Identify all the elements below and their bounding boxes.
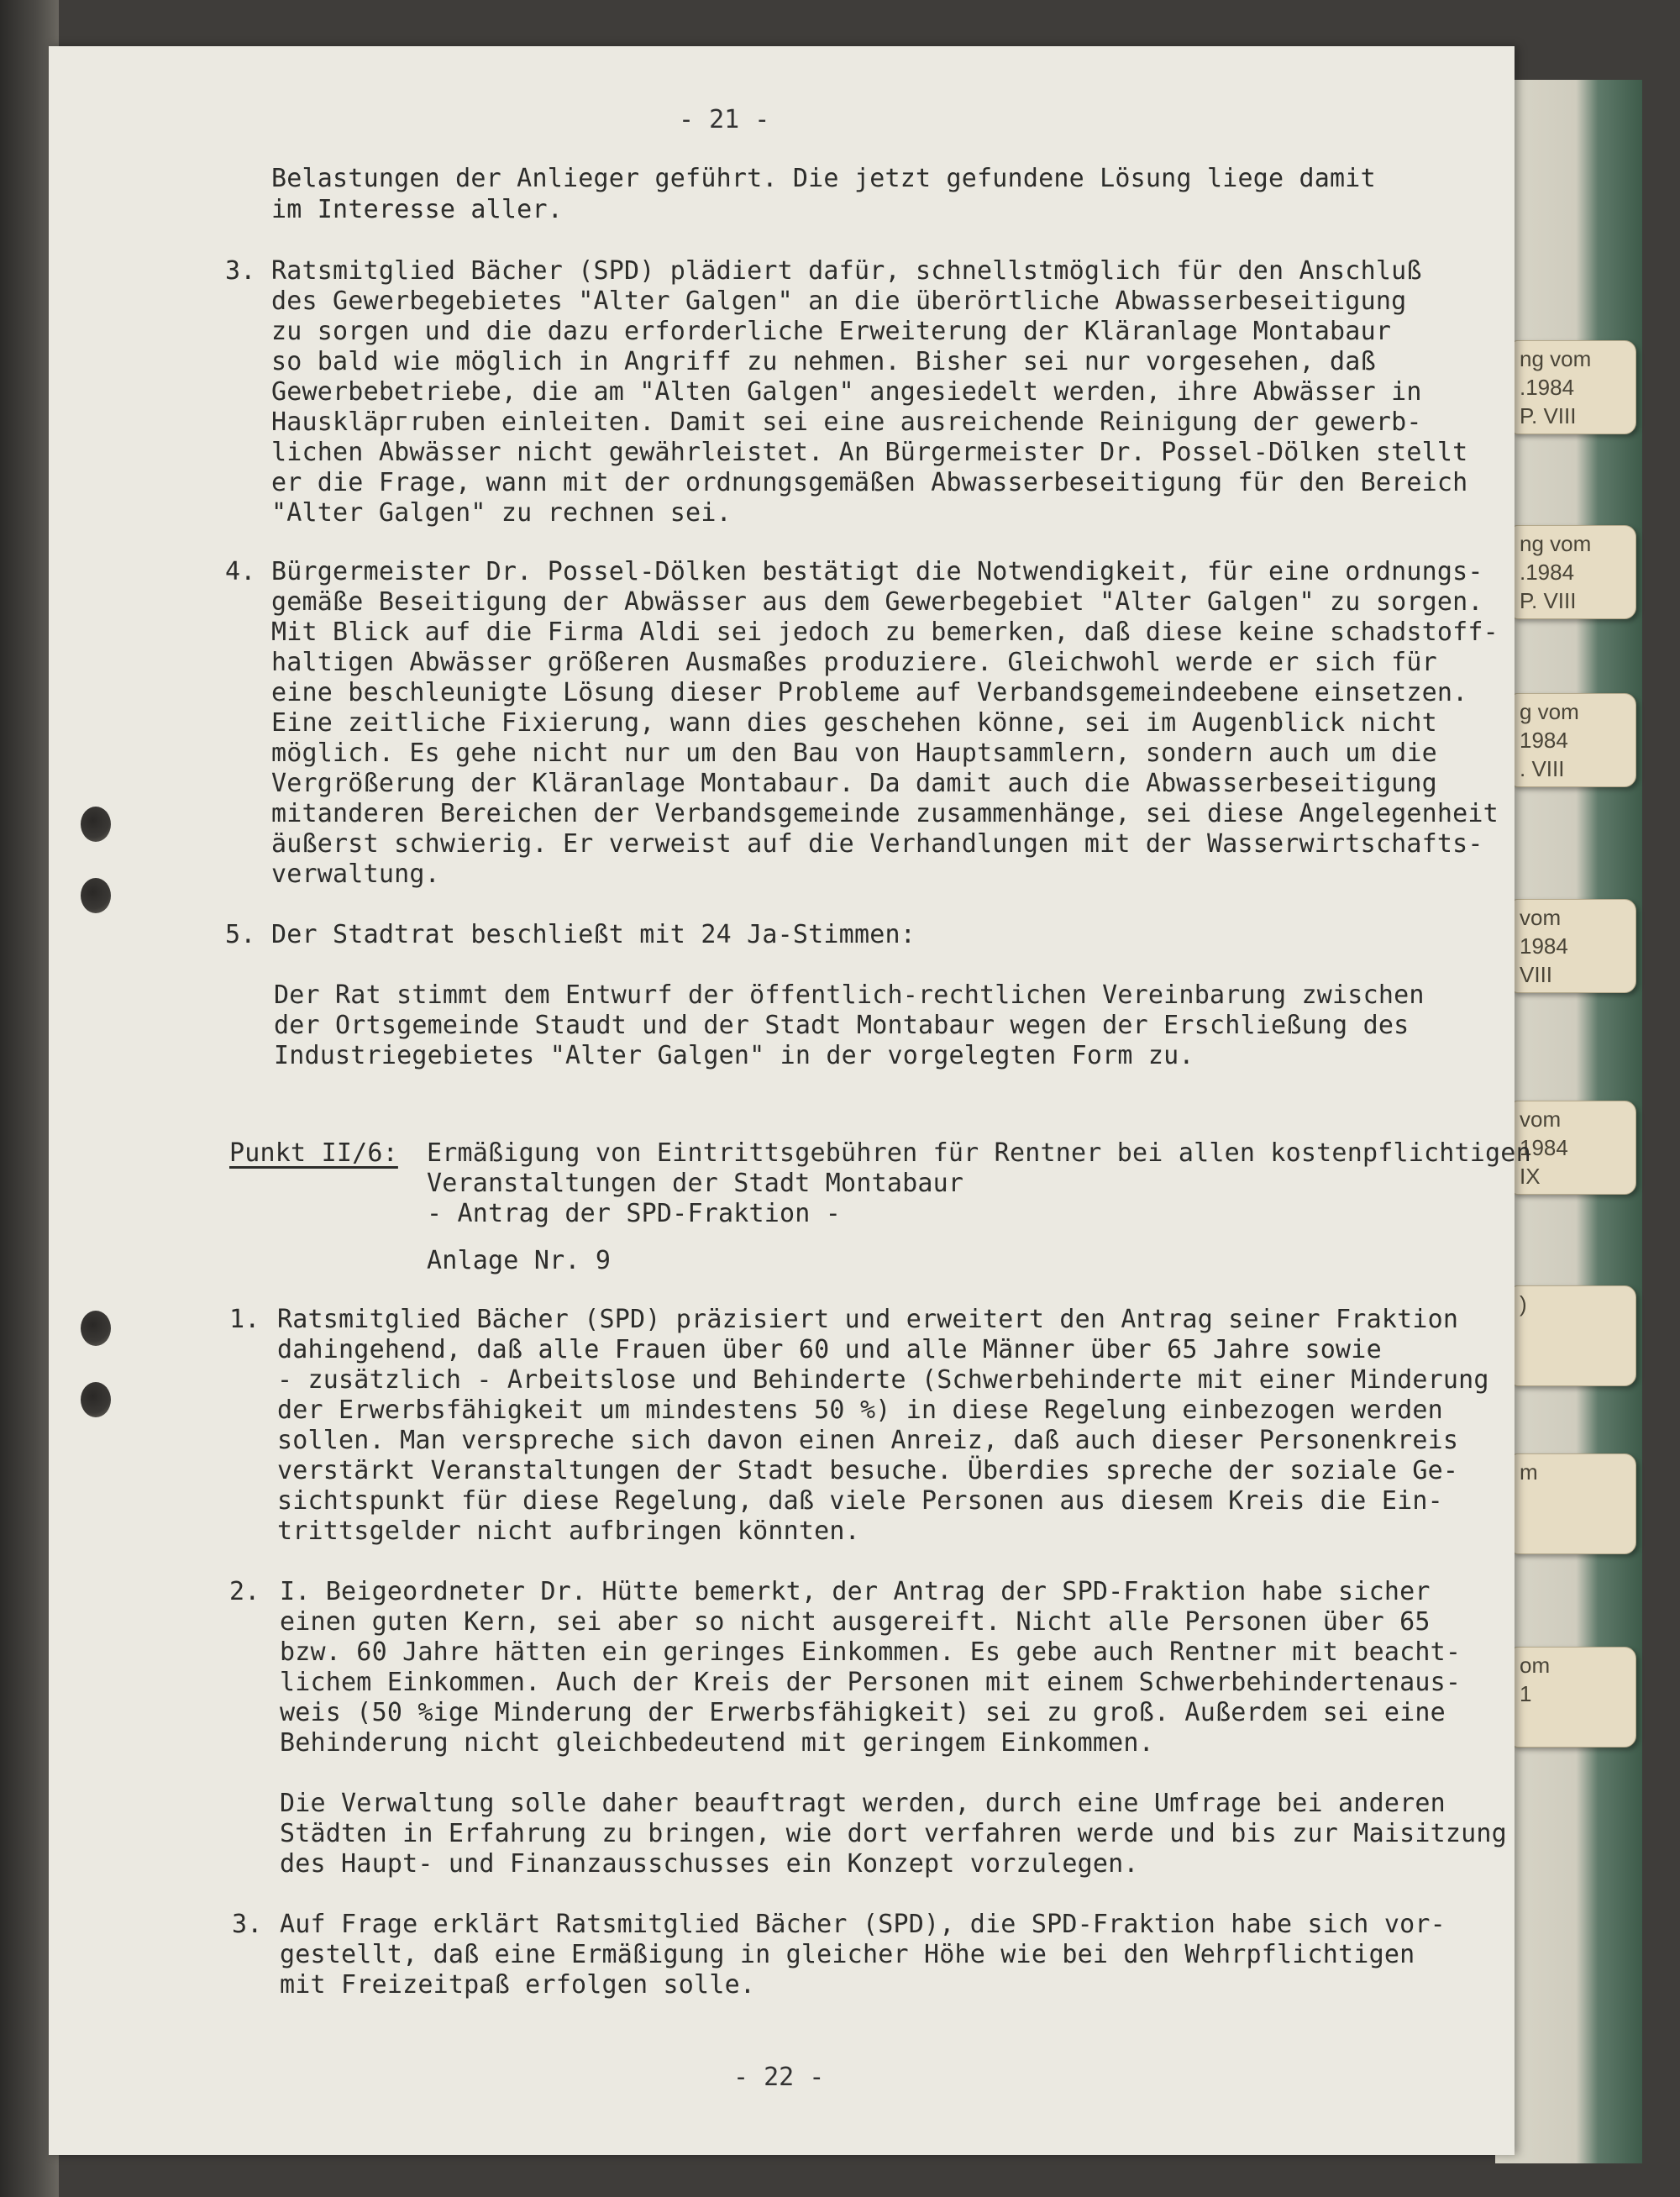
text-line: Ratsmitglied Bächer (SPD) plädiert dafür, schnellstmöglich für den Anschluß	[271, 256, 1422, 286]
text-line: verstärkt Veranstaltungen der Stadt besuche. Überdies spreche der soziale Ge-	[277, 1456, 1459, 1485]
text-line: Gewerbebetriebe, die am "Alten Galgen" angesiedelt werden, ihre Abwässer in	[271, 377, 1422, 407]
text-line: mitanderen Bereichen der Verbandsgemeinde zusammenhänge, sei diese Angelegenheit	[271, 799, 1499, 828]
text-line: weis (50 %ige Minderung der Erwerbsfähigkeit) sei zu groß. Außerdem sei eine	[280, 1698, 1446, 1727]
text-line: "Alter Galgen" zu rechnen sei.	[271, 498, 732, 528]
text-line: Hauskläргruben einleiten. Damit sei eine ausreichende Reinigung der gewerb-	[271, 407, 1422, 437]
text-line: im Interesse aller.	[271, 195, 563, 224]
text-line: sollen. Man verspreche sich davon einen Anreiz, daß auch dieser Personenkreis	[277, 1426, 1459, 1455]
text-line: Die Verwaltung solle daher beauftragt werden, durch eine Umfrage bei anderen	[280, 1789, 1446, 1818]
text-line: Auf Frage erklärt Ratsmitglied Bächer (SPD), die SPD-Fraktion habe sich vor-	[280, 1910, 1446, 1939]
agenda-item-label: Punkt II/6:	[229, 1138, 398, 1168]
text-line: Mit Blick auf die Firma Aldi sei jedoch zu bemerken, daß diese keine schadstoff-	[271, 618, 1499, 647]
text-line: Behinderung nicht gleichbedeutend mit geringem Einkommen.	[280, 1728, 1154, 1758]
text-line: sichtspunkt für diese Regelung, daß viele Personen aus diesem Kreis die Ein-	[277, 1486, 1443, 1516]
index-tab: )	[1512, 1285, 1636, 1386]
page-number-bottom: - 22 -	[733, 2063, 825, 2092]
item-number: 3.	[232, 1910, 263, 1939]
punch-hole	[81, 1311, 111, 1346]
text-line: mit Freizeitpaß erfolgen solle.	[280, 1970, 756, 2000]
text-line: lichem Einkommen. Auch der Kreis der Personen mit einem Schwerbehindertenaus-	[280, 1668, 1462, 1697]
text-line: äußerst schwierig. Er verweist auf die Verhandlungen mit der Wasserwirtschafts-	[271, 829, 1483, 859]
index-tab: ng vom .1984 P. VIII	[1512, 525, 1636, 619]
index-tab: om 1	[1512, 1647, 1636, 1748]
text-line: Eine zeitliche Fixierung, wann dies geschehen könne, sei im Augenblick nicht	[271, 708, 1437, 738]
text-line: dahingehend, daß alle Frauen über 60 und alle Männer über 65 Jahre sowie	[277, 1335, 1382, 1364]
resolution-line: Industriegebietes "Alter Galgen" in der vorgelegten Form zu.	[274, 1041, 1194, 1070]
text-line: zu sorgen und die dazu erforderliche Erweiterung der Kläranlage Montabaur	[271, 317, 1392, 346]
text-line: bzw. 60 Jahre hätten ein geringes Einkommen. Es gebe auch Rentner mit beacht-	[280, 1637, 1462, 1667]
text-line: I. Beigeordneter Dr. Hütte bemerkt, der Antrag der SPD-Fraktion habe sicher	[280, 1577, 1431, 1606]
item-number: 5.	[225, 920, 256, 949]
text-line: Belastungen der Anlieger geführt. Die jetzt gefundene Lösung liege damit	[271, 164, 1376, 193]
text-line: einen guten Kern, sei aber so nicht ausgereift. Nicht alle Personen über 65	[280, 1607, 1431, 1637]
agenda-item-title: Ermäßigung von Eintrittsgebühren für Rentner bei allen kostenpflichtigen	[427, 1138, 1531, 1168]
document-page	[49, 46, 1531, 2155]
agenda-item-title: Veranstaltungen der Stadt Montabaur	[427, 1169, 964, 1198]
text-line: gemäße Beseitigung der Abwässer aus dem Gewerbegebiet "Alter Galgen" zu sorgen.	[271, 587, 1483, 617]
index-tab: vom 1984 IX	[1512, 1101, 1636, 1195]
text-line: so bald wie möglich in Angriff zu nehmen. Bisher sei nur vorgesehen, daß	[271, 347, 1376, 376]
attachment-reference: Anlage Nr. 9	[427, 1246, 612, 1275]
text-line: verwaltung.	[271, 859, 440, 889]
agenda-item-title: - Antrag der SPD-Fraktion -	[427, 1199, 842, 1228]
index-tab: m	[1512, 1453, 1636, 1554]
text-line: Der Stadtrat beschließt mit 24 Ja-Stimmen:	[271, 920, 916, 949]
text-line: - zusätzlich - Arbeitslose und Behinderte (Schwerbehinderte mit einer Minderung	[277, 1365, 1489, 1395]
punch-hole	[81, 1382, 111, 1417]
text-line: des Gewerbegebietes "Alter Galgen" an die überörtliche Abwasserbeseitigung	[271, 286, 1407, 316]
text-line: haltigen Abwässer größeren Ausmaßes produziere. Gleichwohl werde er sich für	[271, 648, 1437, 677]
text-line: trittsgelder nicht aufbringen könnten.	[277, 1516, 860, 1546]
page-number-top: - 21 -	[679, 105, 770, 134]
text-line: lichen Abwässer nicht gewährleistet. An Bürgermeister Dr. Possel-Dölken stellt	[271, 438, 1468, 467]
text-line: der Erwerbsfähigkeit um mindestens 50 %) in diese Regelung einbezogen werden	[277, 1395, 1443, 1425]
text-line: er die Frage, wann mit der ordnungsgemäßen Abwasserbeseitigung für den Bereich	[271, 468, 1468, 497]
text-line: eine beschleunigte Lösung dieser Probleme auf Verbandsgemeindeebene einsetzen.	[271, 678, 1468, 707]
index-tab: vom 1984 VIII	[1512, 899, 1636, 993]
text-line: Vergrößerung der Kläranlage Montabaur. Da damit auch die Abwasserbeseitigung	[271, 769, 1437, 798]
index-tab: g vom 1984 . VIII	[1512, 693, 1636, 787]
item-number: 1.	[229, 1305, 260, 1334]
text-line: gestellt, daß eine Ermäßigung in gleicher Höhe wie bei den Wehrpflichtigen	[280, 1940, 1415, 1969]
item-number: 4.	[225, 557, 256, 586]
text-line: des Haupt- und Finanzausschusses ein Konzept vorzulegen.	[280, 1849, 1139, 1879]
text-line: Bürgermeister Dr. Possel-Dölken bestätigt die Notwendigkeit, für eine ordnungs-	[271, 557, 1483, 586]
item-number: 3.	[225, 256, 256, 286]
resolution-line: der Ortsgemeinde Staudt und der Stadt Montabaur wegen der Erschließung des	[274, 1011, 1410, 1040]
index-tab: ng vom .1984 P. VIII	[1512, 340, 1636, 434]
text-line: Städten in Erfahrung zu bringen, wie dort verfahren werde und bis zur Maisitzung	[280, 1819, 1507, 1848]
text-line: möglich. Es gehe nicht nur um den Bau von Hauptsammlern, sondern auch um die	[271, 738, 1437, 768]
punch-hole	[81, 878, 111, 913]
punch-hole	[81, 807, 111, 842]
item-number: 2.	[229, 1577, 260, 1606]
resolution-line: Der Rat stimmt dem Entwurf der öffentlich-rechtlichen Vereinbarung zwischen	[274, 980, 1425, 1010]
text-line: Ratsmitglied Bächer (SPD) präzisiert und erweitert den Antrag seiner Fraktion	[277, 1305, 1459, 1334]
